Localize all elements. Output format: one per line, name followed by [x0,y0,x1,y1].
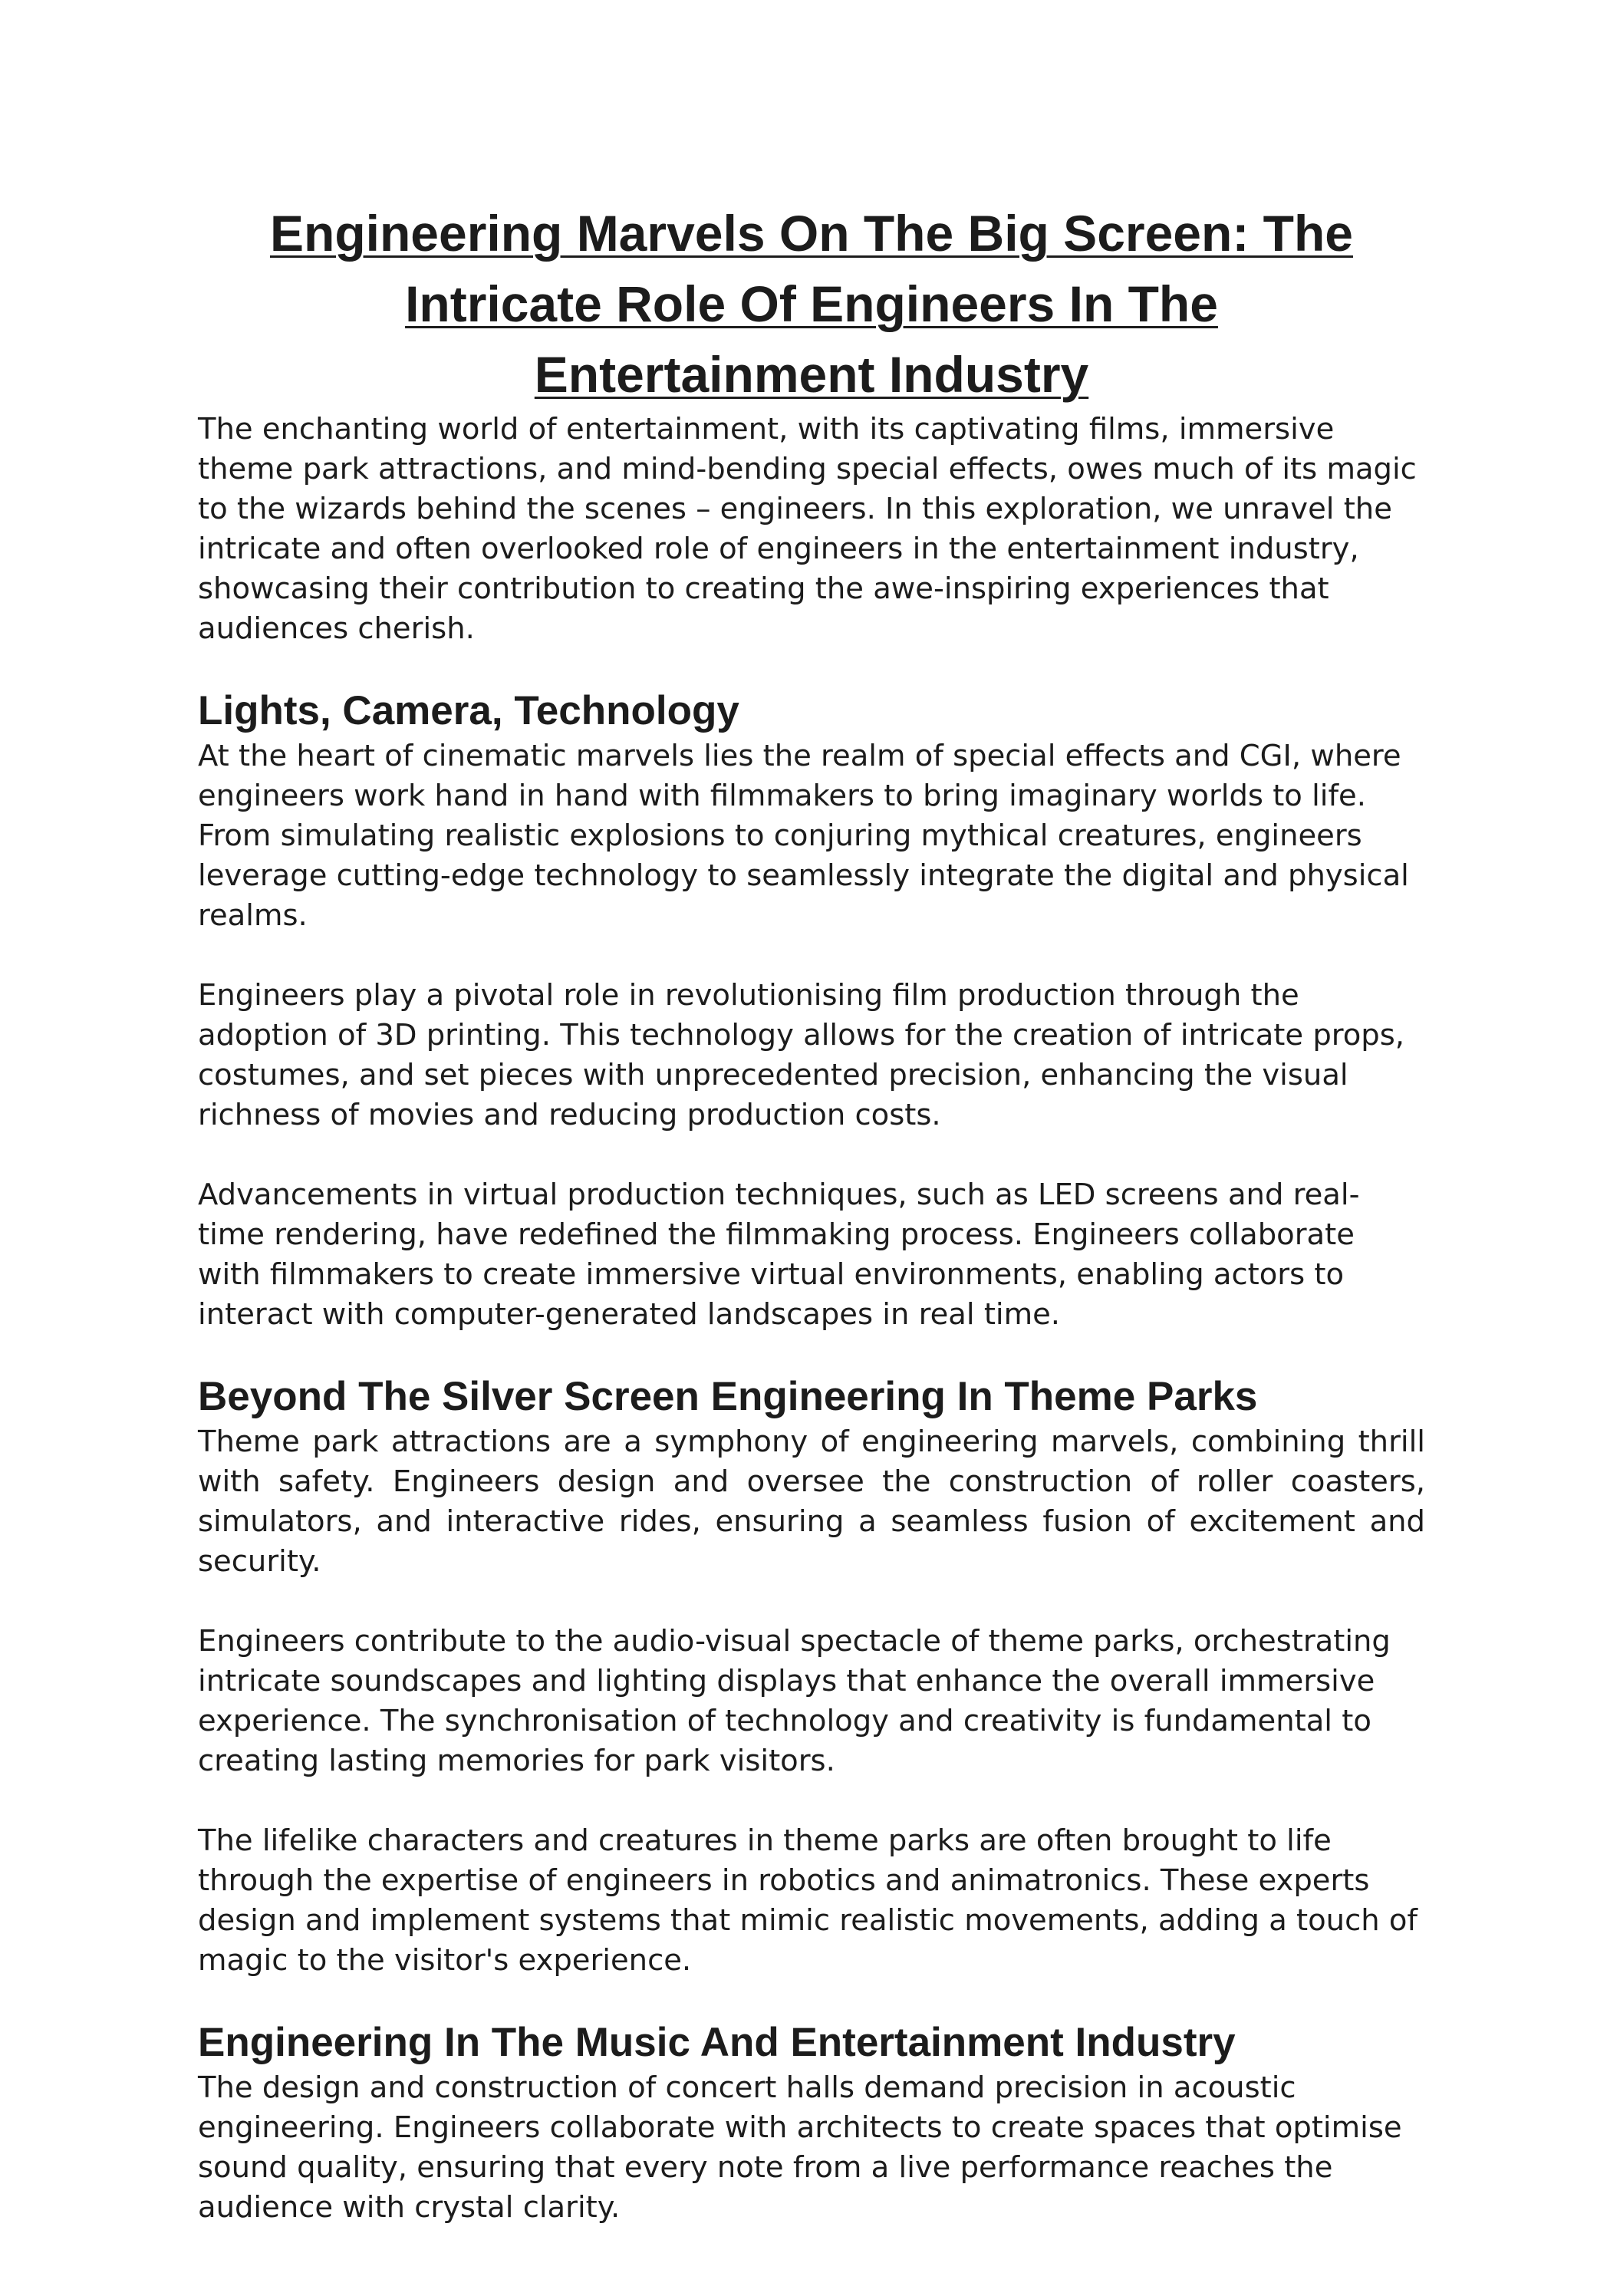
section-paragraph: The design and construction of concert halls demand precision in acoustic engineering. Engineers collaborate with architects to create spaces that optimise sound quality, ensuring that every note from a live performance reaches the audience with crystal clarity. [198,2070,1402,2225]
section-music-entertainment [198,2018,1425,2228]
section-lights-camera-technology [198,686,1425,1335]
section-theme-parks [198,1372,1425,1981]
intro-paragraph: The enchanting world of entertainment, with its captivating films, immersive theme park attractions, and mind-bending special effects, owes much of its magic to the wizards behind the scenes – engineers. In this exploration, we unravel the intricate and often overlooked role of engineers in the entertainment industry, showcasing their contribution to creating the awe-inspiring experiences that audiences cherish. [198,412,1417,646]
section-paragraph: Theme park attractions are a symphony of engineering marvels, combining thrill with safety. Engineers design and oversee the construction of roller coasters, simulators, and interactive rides, ensuring a seamless fusion of excitement and security. [198,1425,1425,1579]
section-paragraph: Engineers contribute to the audio-visual spectacle of theme parks, orchestrating intricate soundscapes and lighting displays that enhance the overall immersive experience. The synchronisation of technology and creativity is fundamental to creating lasting memories for park visitors. [198,1624,1391,1778]
section-heading: Engineering In The Music And Entertainment Industry [198,2020,1236,2065]
section-heading: Beyond The Silver Screen Engineering In Theme Parks [198,1374,1258,1419]
document-title: Engineering Marvels On The Big Screen: The Intricate Role Of Engineers In The Entertainment Industry [270,205,1353,403]
section-paragraph: The lifelike characters and creatures in theme parks are often brought to life through the expertise of engineers in robotics and animatronics. These experts design and implement systems that mimic realistic movements, adding a touch of magic to the visitor's experience. [198,1823,1418,1978]
document-page [198,198,1425,2228]
section-paragraph: At the heart of cinematic marvels lies the realm of special effects and CGI, where engineers work hand in hand with filmmakers to bring imaginary worlds to life. From simulating realistic explosions to conjuring mythical creatures, engineers leverage cutting-edge technology to seamlessly integrate the digital and physical realms. [198,739,1409,933]
section-paragraph: Engineers play a pivotal role in revolutionising film production through the adoption of 3D printing. This technology allows for the creation of intricate props, costumes, and set pieces with unprecedented precision, enhancing the visual richness of movies and reducing production costs. [198,978,1405,1132]
section-paragraph: Advancements in virtual production techniques, such as LED screens and real-time rendering, have redefined the filmmaking process. Engineers collaborate with filmmakers to create immersive virtual environments, enabling actors to interact with computer-generated landscapes in real time. [198,1178,1360,1332]
section-heading: Lights, Camera, Technology [198,688,739,733]
